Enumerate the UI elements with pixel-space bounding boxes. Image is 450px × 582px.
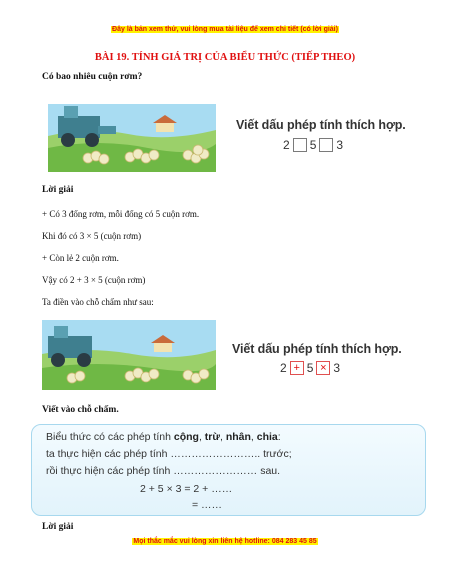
answer-term-1: 2 <box>280 361 287 375</box>
solution-line-5: Ta điền vào chỗ chấm như sau: <box>42 297 154 307</box>
expression-answer <box>280 361 340 375</box>
panel-line-3[interactable]: rồi thực hiện các phép tính …………………… sau. <box>46 465 281 477</box>
hotline-notice: Mọi thắc mắc vui lòng xin liên hệ hotline: 084 283 45 85 <box>133 538 317 545</box>
solution-line-2: Khi đó có 3 × 5 (cuộn rơm) <box>42 231 142 241</box>
farm-harvest-image <box>48 92 216 172</box>
expr-term-3: 3 <box>336 138 344 152</box>
instruction-answer: Viết dấu phép tính thích hợp. <box>232 342 402 356</box>
solution-line-3: + Còn lẻ 2 cuộn rơm. <box>42 253 119 263</box>
solution-line-1: + Có 3 đống rơm, mỗi đống có 5 cuộn rơm. <box>42 209 200 219</box>
solution-line-4: Vậy có 2 + 3 × 5 (cuộn rơm) <box>42 275 146 285</box>
operator-blank-2[interactable] <box>319 138 333 152</box>
expr-term-1: 2 <box>283 138 290 152</box>
panel-line-2[interactable]: ta thực hiện các phép tính …………………….. trước; <box>46 448 292 460</box>
question-2-prompt: Viết vào chỗ chấm. <box>42 405 119 415</box>
answer-term-2: 5 <box>306 361 314 375</box>
answer-term-3: 3 <box>333 361 341 375</box>
op-chia: chia <box>256 431 278 443</box>
expr-term-2: 5 <box>309 138 317 152</box>
answer-operator-1: + <box>290 361 304 375</box>
page-title: BÀI 19. TÍNH GIÁ TRỊ CỦA BIỂU THỨC (TIẾP THEO) <box>94 52 356 63</box>
preview-notice: Đây là bản xem thử, vui lòng mua tài liệu để xem chi tiết (có lời giải) <box>112 26 338 33</box>
question-1-prompt: Có bao nhiêu cuộn rơm? <box>42 72 143 82</box>
farm-harvest-image-answer <box>42 320 216 390</box>
op-cong: cộng <box>173 431 199 443</box>
answer-operator-2: × <box>316 361 330 375</box>
op-tru: trừ <box>204 431 220 443</box>
operator-blank-1[interactable] <box>293 138 307 152</box>
instruction-1: Viết dấu phép tính thích hợp. <box>236 118 406 132</box>
panel-intro: Biểu thức có các phép tính <box>46 431 174 443</box>
op-nhan: nhân <box>225 431 251 443</box>
panel-line-5[interactable]: = …… <box>192 499 223 511</box>
fill-in-panel <box>31 424 426 516</box>
solution-2-heading: Lời giải <box>42 522 74 532</box>
expression-1 <box>283 138 343 152</box>
panel-line-4[interactable]: 2 + 5 × 3 = 2 + …… <box>140 483 233 495</box>
panel-line-1: Biểu thức có các phép tính cộng, trừ, nhân, chia: <box>46 431 281 443</box>
solution-1-heading: Lời giải <box>42 185 74 195</box>
